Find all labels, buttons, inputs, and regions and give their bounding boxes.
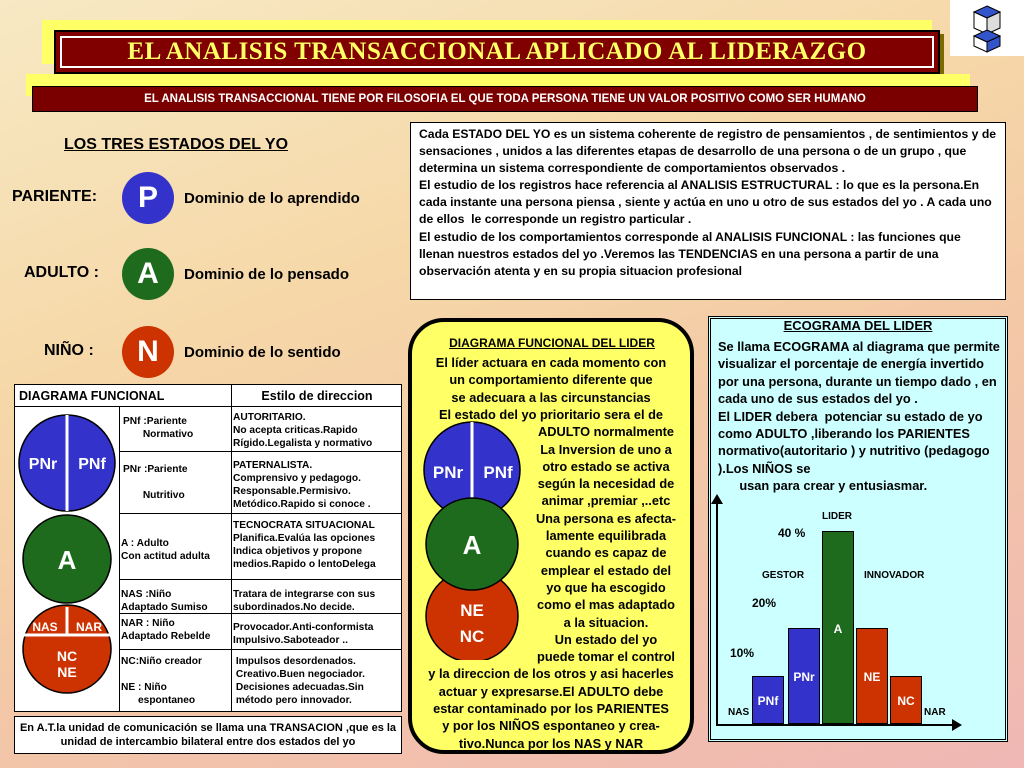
title-frame	[60, 36, 934, 68]
table-head-style: Estilo de direccion	[231, 385, 402, 407]
leader-diagram-line: El líder actuara en cada momento con	[435, 355, 667, 370]
table-row-state: NAS :Niño Adaptado Sumiso	[121, 589, 208, 613]
table-row-style: Provocador.Anti-conformista Impulsivo.Saboteador ..	[233, 622, 374, 646]
y-axis	[716, 500, 718, 726]
bar-nc	[890, 676, 922, 724]
pariente-circle	[122, 172, 174, 224]
table-divider	[119, 579, 402, 580]
leader-diagram-line: puede tomar el control	[537, 649, 675, 665]
table-row-state: PNf :Pariente Normativo	[123, 416, 194, 440]
bar-label: NC	[897, 693, 915, 708]
nino-desc: Dominio de lo sentido	[184, 344, 341, 361]
label-gestor: GESTOR	[762, 570, 805, 581]
functional-table	[14, 384, 402, 712]
bar-label: NE	[863, 669, 881, 684]
table-row-style: Impulsos desordenados. Creativo.Buen negociador. Decisiones adecuadas.Sin método pero innovador.	[235, 656, 365, 706]
adulto-label: ADULTO :	[24, 264, 99, 281]
nar-label: NAR	[76, 620, 102, 634]
label-innovador: INNOVADOR	[864, 570, 925, 581]
tick-20: 20%	[752, 596, 777, 610]
subtitle: EL ANALISIS TRANSACCIONAL TIENE POR FILOSOFIA EL QUE TODA PERSONA TIENE UN VALOR POSITIVO COMO SER HUMANO	[144, 93, 866, 105]
x-axis	[716, 724, 954, 726]
cube-logo-icon	[950, 0, 1024, 56]
nc-label: NC	[56, 648, 78, 664]
adult-label: A	[57, 545, 77, 575]
leader-nc-label: NC	[459, 627, 485, 646]
nino-letter: N	[137, 335, 159, 368]
pariente-letter: P	[137, 181, 158, 214]
ecogram-text: Se llama ECOGRAMA al diagrama que permite visualizar el porcentaje de energía invertido por una persona, durante un tiempo dado , en cada uno de sus estados del yo . El LIDER debera potenciar su estado de yo como ADULTO ,liberando los PARIENTES normativo(autoritario ) y nutritivo (pedagogo ).Los NIÑOS se usan para crear y entusiasmar.	[718, 339, 1000, 494]
table-row-style: PATERNALISTA. Comprensivo y pedagogo. Responsable.Permisivo. Metódico.Rapido si conoce .	[233, 460, 371, 510]
table-divider	[231, 407, 232, 711]
leader-diagram-line: lamente equilibrada	[545, 528, 667, 543]
leader-diagram-line: otro estado se activa	[542, 458, 670, 474]
leader-pnf-label: PNf	[483, 463, 513, 482]
pnr-label: PNr	[28, 456, 58, 473]
label-nar: NAR	[924, 707, 946, 718]
table-row-style: Tratara de integrarse con sus subordinados.No decide.	[233, 589, 376, 613]
leader-ne-label: NE	[460, 601, 484, 620]
estados-title: LOS TRES ESTADOS DEL YO	[64, 136, 289, 153]
adulto-desc: Dominio de lo pensado	[184, 266, 350, 283]
leader-diagram	[418, 420, 528, 660]
bar-pnf	[752, 676, 784, 724]
bar-a	[822, 531, 854, 724]
leader-diagram-line: actuar y expresarse.El ADULTO debe	[438, 683, 664, 699]
leader-diagram-line: según la necesidad de	[537, 476, 675, 492]
bar-pnr	[788, 628, 820, 725]
bottom-note: En A.T.la unidad de comunicación se llama una TRANSACION ,que es la unidad de intercambio bilateral entre dos estados del yo	[14, 716, 402, 754]
tick-40: 40 %	[778, 526, 806, 540]
pariente-label: PARIENTE:	[12, 188, 98, 205]
bar-ne	[856, 628, 888, 725]
title-banner	[54, 30, 940, 74]
table-row-state: PNr :Pariente Nutritivo	[123, 464, 188, 501]
leader-diagram-line: ADULTO normalmente	[537, 424, 675, 440]
leader-pnr-label: PNr	[432, 463, 464, 482]
label-lider: LIDER	[822, 511, 852, 522]
table-divider	[119, 513, 402, 514]
leader-adult-label: A	[462, 530, 482, 560]
table-row-state: NAR : Niño Adaptado Rebelde	[121, 618, 211, 642]
leader-diagram-line: La Inversion de uno a	[540, 441, 672, 457]
table-head-diagram: DIAGRAMA FUNCIONAL	[15, 385, 231, 407]
y-axis-arrow-icon	[711, 494, 723, 504]
adulto-circle	[122, 248, 174, 300]
leader-diagram-line: y la direccion de los otros y asi hacerles	[428, 666, 674, 682]
leader-diagram-line: y por los NIÑOS espontaneo y crea-	[442, 718, 660, 734]
leader-diagram-line: animar ,premiar ,..etc	[541, 493, 671, 509]
subtitle-banner	[32, 86, 978, 112]
nas-label: NAS	[32, 620, 58, 634]
tick-10: 10%	[730, 646, 755, 660]
ne-label: NE	[57, 664, 77, 680]
info-box	[410, 122, 1006, 300]
table-row-state: NC:Niño creador NE : Niño espontaneo	[121, 656, 202, 706]
bar-label: PNf	[757, 693, 779, 708]
logo	[950, 0, 1024, 56]
leader-diagram-line: Un estado del yo	[554, 631, 658, 647]
page-title: EL ANALISIS TRANSACCIONAL APLICADO AL LIDERAZGO	[127, 38, 867, 65]
info-text: Cada ESTADO DEL YO es un sistema coherente de registro de pensamientos , de sentimientos y de sensaciones , unidos a las diferentes etapas de desarrollo de una persona o de un grupo , que determina un sistema correspondiente de comportamientos observados . El estudio de los registros hace referencia al ANALISIS ESTRUCTURAL : lo que es la persona.En cada instante una persona piensa , siente y actúa en uno u otro de sus estados del yo . A cada uno de ellos le corresponde un registro particular . El estudio de los comportamientos corresponde al ANALISIS FUNCIONAL : las funciones que llenan nuestros estados del yo .Veremos las TENDENCIAS en una persona a partir de una observación atenta y en su propia situacion profesional	[419, 127, 997, 278]
table-divider	[119, 649, 402, 650]
pariente-desc: Dominio de lo aprendido	[184, 190, 360, 207]
leader-diagram-line: como el mas adaptado	[537, 597, 675, 613]
table-divider	[119, 407, 120, 711]
functional-diagram	[17, 413, 117, 709]
table-row-state: A : Adulto Con actitud adulta	[121, 538, 210, 562]
nino-label: NIÑO :	[44, 342, 94, 359]
adulto-letter: A	[137, 257, 159, 290]
leader-diagram-line: El estado del yo prioritario sera el de	[438, 406, 664, 422]
leader-diagram-line: se adecuara a las circunstancias	[451, 389, 651, 405]
bar-label: PNr	[793, 669, 815, 684]
label-nas: NAS	[728, 707, 750, 718]
leader-diagram-line: cuando es capaz de	[545, 545, 667, 561]
leader-diagram-line: estar contaminado por los PARIENTES	[433, 701, 669, 716]
leader-diagram-line: Una persona es afecta-	[535, 510, 677, 526]
leader-diagram-line: un comportamiento diferente que	[449, 372, 653, 388]
ecogram-title: ECOGRAMA DEL LIDER	[783, 318, 933, 333]
table-row-style: AUTORITARIO. No acepta criticas.Rapido Rígido.Legalista y normativo	[233, 412, 373, 449]
pnf-label: PNf	[78, 456, 106, 473]
leader-diagram-line: emplear el estado del	[540, 562, 672, 578]
bar-label: A	[833, 621, 843, 636]
table-divider	[119, 451, 402, 452]
leader-diagram-line: a la situacion.	[563, 614, 649, 630]
leader-diagram-line: yo que ha escogido	[546, 579, 666, 595]
x-axis-arrow-icon	[952, 719, 962, 731]
leader-diagram-title: DIAGRAMA FUNCIONAL DEL LIDER	[449, 336, 655, 350]
table-row-style: TECNOCRATA SITUACIONAL Planifica.Evalúa las opciones Indica objetivos y propone medios.Rapido o lentoDelega	[233, 520, 376, 570]
leader-diagram-line: tivo.Nunca por los NAS y NAR	[458, 735, 644, 751]
nino-circle	[122, 326, 174, 378]
